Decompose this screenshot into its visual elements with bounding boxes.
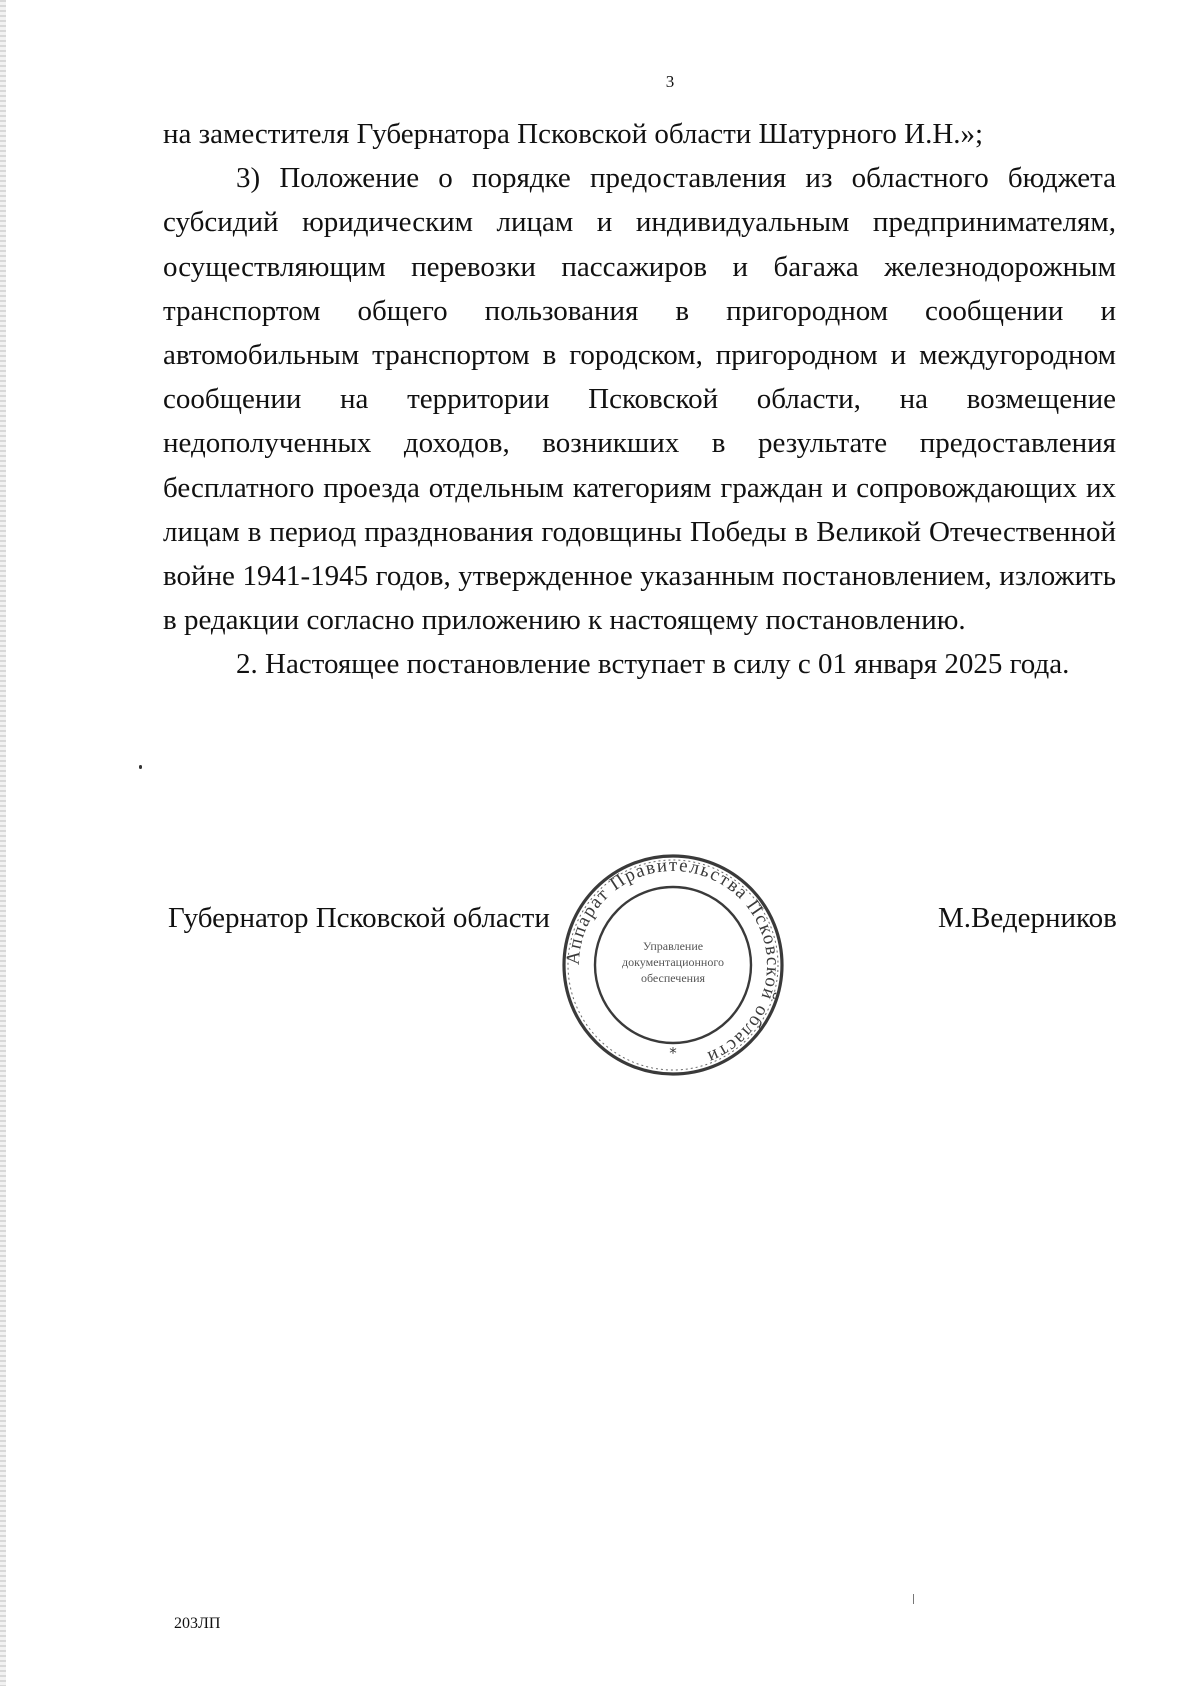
page-number: 3 [665,72,675,91]
scan-speck [913,1594,914,1604]
paragraph-item-2: 2. Настоящее постановление вступает в силу с 01 января 2025 года. [236,648,1070,681]
signatory-name: М.Ведерников [938,902,1117,934]
stamp-star: * [669,1044,677,1062]
official-stamp [558,850,788,1080]
stamp-inner-line-2: документационного [622,955,724,969]
scan-speck [139,765,142,769]
document-body [163,112,1116,687]
stamp-inner-line-1: Управление [642,939,704,953]
signatory-position: Губернатор Псковской области [168,902,550,934]
stamp-inner-line-3: обеспечения [640,971,706,985]
paragraph-continuation: на заместителя Губернатора Псковской области Шатурного И.Н.»; [163,118,984,150]
document-code: 203ЛП [174,1615,221,1632]
stamp-ring-text: Аппарат Правительства Псковской области [562,854,784,1069]
scan-edge [0,0,6,1686]
paragraph-item-3: 3) Положение о порядке предоставления из областного бюджета субсидий юридическим лицам и индивидуальным предпринимателям, осуществляющим перевозки пассажиров и багажа железнодорожным транспортом общего пользования в пригородном сообщении и автомобильным транспортом в городском, пригородном и междугородном сообщении на территории Псковской области, на возмещение недополученных доходов, возникших в результате предоставления бесплатного проезда отдельным категориям граждан и сопровождающих их лицам в период празднования годовщины Победы в Великой Отечественной войне 1941-1945 годов, утвержденное указанным постановлением, изложить в редакции согласно приложению к настоящему постановлению. [163,162,1116,637]
